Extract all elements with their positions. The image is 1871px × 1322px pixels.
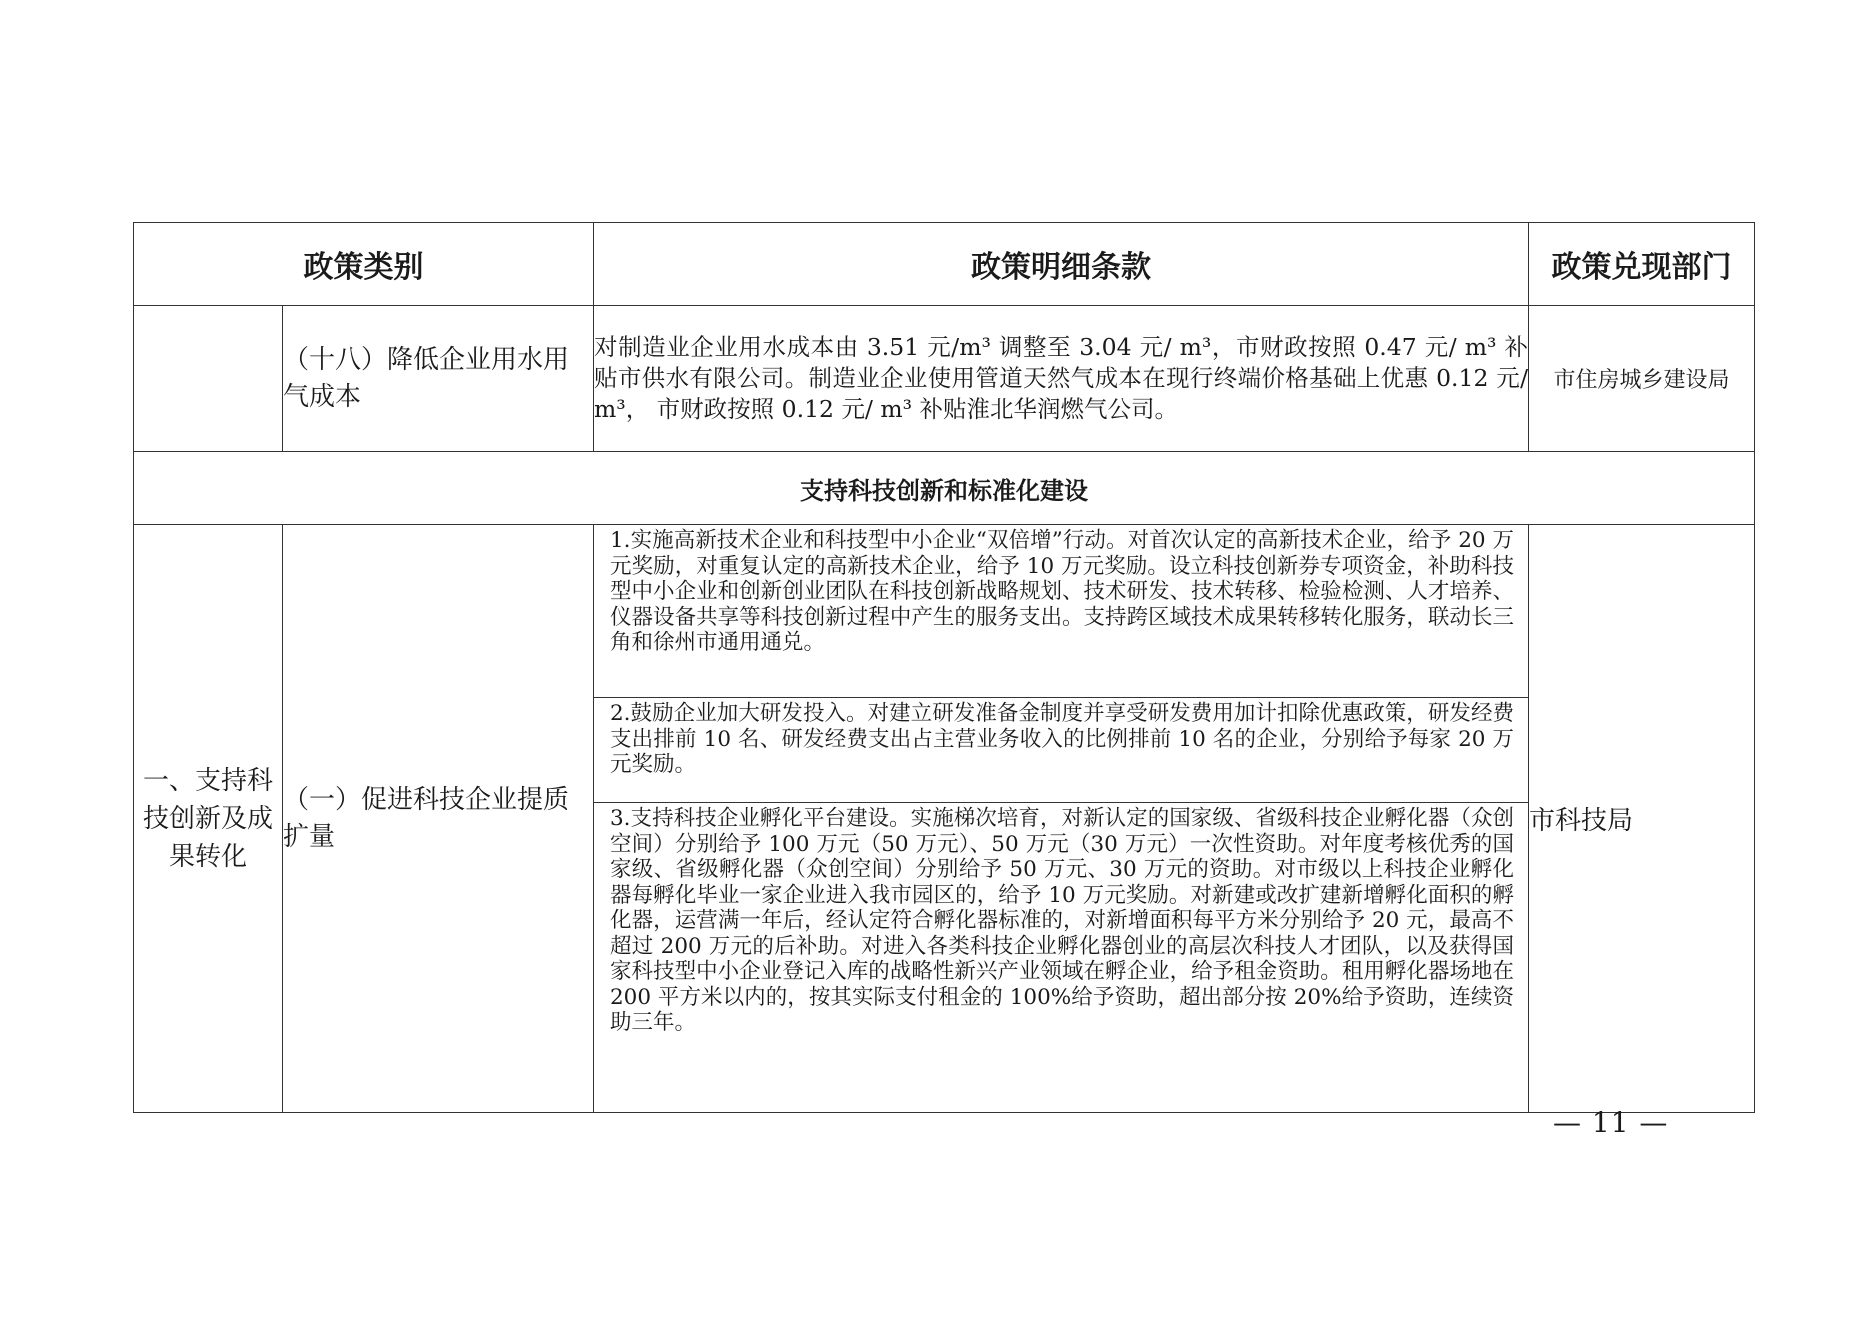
department-cell: 市住房城乡建设局 (1529, 306, 1755, 452)
policy-item (594, 698, 1529, 803)
policy-terms-cell: 对制造业企业用水成本由 3.51 元/m³ 调整至 3.04 元/ m³，市财政按照 0.47 元/ m³ 补贴市供水有限公司。制造业企业使用管道天然气成本在现行终端价格基础上优惠 0.12 元/ m³， 市财政按照 0.12 元/ m³ 补贴淮北华润燃气公司。 (594, 306, 1529, 452)
policy-item-text: 1.实施高新技术企业和科技型中小企业“双倍增”行动。对首次认定的高新技术企业，给予 20 万元奖励，对重复认定的高新技术企业，给予 10 万元奖励。设立科技创新券专项资金，补助科技型中小企业和创新创业团队在科技创新战略规划、技术研发、技术转移、检验检测、人才培养、仪器设备共享等科技创新过程中产生的服务支出。支持跨区域技术成果转移转化服务，联动长三角和徐州市通用通兑。 (610, 528, 1514, 655)
category-cell: 一、支持科技创新及成果转化 (134, 525, 283, 1113)
policy-item-text: 2.鼓励企业加大研发投入。对建立研发准备金制度并享受研发费用加计扣除优惠政策，研发经费支出排前 10 名、研发经费支出占主营业务收入的比例排前 10 名的企业，分别给予每家 20 万元奖励。 (610, 701, 1514, 777)
table-row (134, 306, 1755, 452)
department-cell: 市科技局 (1529, 525, 1755, 1113)
subcategory-cell: （一）促进科技企业提质扩量 (283, 525, 594, 1113)
section-row (134, 452, 1755, 525)
table-header-row (134, 223, 1755, 306)
policy-item (594, 803, 1529, 1113)
policy-table (133, 222, 1755, 1113)
header-terms: 政策明细条款 (594, 223, 1529, 306)
section-title: 支持科技创新和标准化建设 (134, 452, 1755, 525)
table-row (134, 525, 1755, 698)
page-number: — 11 — (1553, 1106, 1669, 1139)
policy-item-text: 3.支持科技企业孵化平台建设。实施梯次培育，对新认定的国家级、省级科技企业孵化器（众创空间）分别给予 100 万元（50 万元）、50 万元（30 万元）一次性资助。对年度考核优秀的国家级、省级孵化器（众创空间）分别给予 50 万元、30 万元的资助。对市级以上科技企业孵化器每孵化毕业一家企业进入我市园区的，给予 10 万元奖励。对新建或改扩建新增孵化面积的孵化器，运营满一年后，经认定符合孵化器标准的，对新增面积每平方米分别给予 20 元，最高不超过 200 万元的后补助。对进入各类科技企业孵化器创业的高层次科技人才团队，以及获得国家科技型中小企业登记入库的战略性新兴产业领域在孵企业，给予租金资助。租用孵化器场地在 200 平方米以内的，按其实际支付租金的 100%给予资助，超出部分按 20%给予资助，连续资助三年。 (610, 806, 1514, 1035)
header-category: 政策类别 (134, 223, 594, 306)
category-cell-empty (134, 306, 283, 452)
policy-item (594, 525, 1529, 698)
subcategory-cell: （十八）降低企业用水用气成本 (283, 306, 594, 452)
header-department: 政策兑现部门 (1529, 223, 1755, 306)
